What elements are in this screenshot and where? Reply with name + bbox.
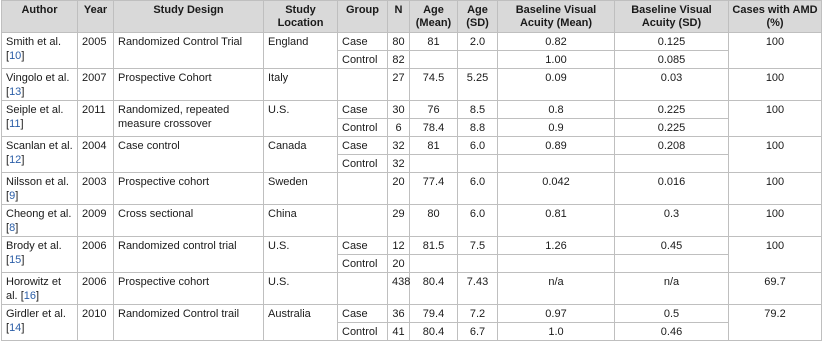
group-cell [338,205,388,237]
author-name: Girdler et al. [6,308,66,320]
age-sd-cell: 2.0 [458,33,498,51]
author-name: Cheong et al. [6,208,72,220]
n-cell: 12 [388,237,410,255]
n-cell: 20 [388,255,410,273]
reference-link[interactable]: 12 [9,154,22,166]
header-bva-mean: Baseline Visual Acuity (Mean) [498,1,615,33]
study-location-cell: China [264,205,338,237]
bva-sd-cell: n/a [615,273,729,305]
header-year: Year [78,1,114,33]
age-sd-cell: 7.2 [458,305,498,323]
year-cell: 2009 [78,205,114,237]
bva-sd-cell: 0.03 [615,69,729,101]
study-location-cell: U.S. [264,237,338,273]
age-sd-cell: 8.5 [458,101,498,119]
study-location-cell: Australia [264,305,338,341]
reference-link[interactable]: 8 [9,222,16,234]
bva-mean-cell: 0.82 [498,33,615,51]
bva-sd-cell: 0.225 [615,119,729,137]
year-cell: 2004 [78,137,114,173]
age-mean-cell: 80.4 [410,273,458,305]
citation: [12] [6,154,25,166]
bva-mean-cell: 1.00 [498,51,615,69]
n-cell: 82 [388,51,410,69]
table-row [2,305,822,323]
study-design-cell: Randomized Control Trial [114,33,264,69]
group-cell: Control [338,255,388,273]
study-location-cell: U.S. [264,101,338,137]
cases-with-amd-cell: 69.7 [729,273,822,305]
study-characteristics-table [1,0,822,341]
table-body [2,33,822,341]
bva-sd-cell [615,255,729,273]
bva-mean-cell: 1.26 [498,237,615,255]
header-row [2,1,822,33]
bva-sd-cell: 0.3 [615,205,729,237]
age-sd-cell: 7.5 [458,237,498,255]
year-cell: 2006 [78,273,114,305]
group-cell: Case [338,33,388,51]
study-design-cell: Prospective Cohort [114,69,264,101]
author-cell [2,69,78,101]
author-cell [2,137,78,173]
reference-link[interactable]: 14 [9,322,22,334]
n-cell: 30 [388,101,410,119]
header-study-location: Study Location [264,1,338,33]
study-design-cell: Case control [114,137,264,173]
year-cell: 2011 [78,101,114,137]
group-cell: Control [338,155,388,173]
cases-with-amd-cell: 100 [729,137,822,173]
author-cell [2,237,78,273]
author-cell [2,33,78,69]
group-cell [338,173,388,205]
bva-mean-cell: n/a [498,273,615,305]
bva-mean-cell: 0.97 [498,305,615,323]
group-cell: Control [338,119,388,137]
table-row [2,205,822,237]
table-row [2,33,822,51]
study-location-cell: U.S. [264,273,338,305]
n-cell: 29 [388,205,410,237]
citation: [13] [6,86,25,98]
table-row [2,273,822,305]
study-design-cell: Cross sectional [114,205,264,237]
n-cell: 27 [388,69,410,101]
n-cell: 41 [388,323,410,341]
cases-with-amd-cell: 100 [729,173,822,205]
bva-sd-cell: 0.225 [615,101,729,119]
citation: [11] [6,118,24,130]
citation: [10] [6,50,25,62]
age-sd-cell: 8.8 [458,119,498,137]
bva-mean-cell [498,255,615,273]
bva-sd-cell: 0.208 [615,137,729,155]
bva-mean-cell [498,155,615,173]
cases-with-amd-cell: 100 [729,205,822,237]
study-design-cell: Prospective cohort [114,173,264,205]
reference-link[interactable]: 10 [9,50,22,62]
group-cell: Case [338,137,388,155]
citation: [8] [6,222,19,234]
age-sd-cell: 6.7 [458,323,498,341]
author-cell [2,101,78,137]
bva-sd-cell: 0.016 [615,173,729,205]
author-name: Vingolo et al. [6,72,70,84]
age-sd-cell [458,155,498,173]
bva-mean-cell: 0.8 [498,101,615,119]
author-cell [2,273,78,305]
header-author: Author [2,1,78,33]
age-mean-cell: 80 [410,205,458,237]
author-cell [2,305,78,341]
study-design-cell: Prospective cohort [114,273,264,305]
group-cell [338,273,388,305]
age-sd-cell: 6.0 [458,205,498,237]
cases-with-amd-cell: 100 [729,69,822,101]
citation: [15] [6,254,25,266]
table-row [2,137,822,155]
year-cell: 2005 [78,33,114,69]
citation: [14] [6,322,25,334]
age-mean-cell: 80.4 [410,323,458,341]
study-location-cell: England [264,33,338,69]
study-design-cell: Randomized Control trail [114,305,264,341]
cases-with-amd-cell: 100 [729,237,822,273]
bva-sd-cell [615,155,729,173]
table-row [2,237,822,255]
header-n: N [388,1,410,33]
author-name: Horowitz et al. [6,276,62,302]
age-mean-cell: 77.4 [410,173,458,205]
age-sd-cell [458,255,498,273]
bva-sd-cell: 0.085 [615,51,729,69]
age-mean-cell [410,51,458,69]
bva-mean-cell: 1.0 [498,323,615,341]
age-sd-cell: 5.25 [458,69,498,101]
group-cell [338,69,388,101]
header-cases-with-amd: Cases with AMD (%) [729,1,822,33]
header-bva-sd: Baseline Visual Acuity (SD) [615,1,729,33]
header-group: Group [338,1,388,33]
age-sd-cell: 6.0 [458,137,498,155]
reference-link[interactable]: 15 [9,254,22,266]
cases-with-amd-cell: 100 [729,101,822,137]
cases-with-amd-cell: 79.2 [729,305,822,341]
table-row [2,101,822,119]
reference-link[interactable]: 16 [23,290,36,302]
age-mean-cell: 78.4 [410,119,458,137]
age-mean-cell: 76 [410,101,458,119]
author-name: Scanlan et al. [6,140,73,152]
bva-mean-cell: 0.09 [498,69,615,101]
author-name: Nilsson et al. [6,176,69,188]
author-name: Seiple et al. [6,104,64,116]
bva-sd-cell: 0.125 [615,33,729,51]
bva-sd-cell: 0.46 [615,323,729,341]
reference-link[interactable]: 11 [9,118,21,130]
bva-mean-cell: 0.042 [498,173,615,205]
n-cell: 36 [388,305,410,323]
group-cell: Control [338,51,388,69]
year-cell: 2003 [78,173,114,205]
group-cell: Case [338,305,388,323]
author-cell [2,205,78,237]
study-location-cell: Canada [264,137,338,173]
age-mean-cell: 81 [410,137,458,155]
age-mean-cell [410,255,458,273]
author-name: Smith et al. [6,36,62,48]
header-age-sd: Age (SD) [458,1,498,33]
group-cell: Case [338,237,388,255]
age-sd-cell: 6.0 [458,173,498,205]
study-location-cell: Italy [264,69,338,101]
author-cell [2,173,78,205]
study-location-cell: Sweden [264,173,338,205]
table-row [2,69,822,101]
bva-sd-cell: 0.5 [615,305,729,323]
year-cell: 2006 [78,237,114,273]
age-mean-cell: 79.4 [410,305,458,323]
age-sd-cell: 7.43 [458,273,498,305]
reference-link[interactable]: 13 [9,86,22,98]
age-sd-cell [458,51,498,69]
n-cell: 6 [388,119,410,137]
year-cell: 2007 [78,69,114,101]
n-cell: 20 [388,173,410,205]
age-mean-cell: 81 [410,33,458,51]
study-design-cell: Randomized, repeated measure crossover [114,101,264,137]
age-mean-cell [410,155,458,173]
study-design-cell: Randomized control trial [114,237,264,273]
n-cell: 80 [388,33,410,51]
cases-with-amd-cell: 100 [729,33,822,69]
bva-sd-cell: 0.45 [615,237,729,255]
group-cell: Case [338,101,388,119]
header-age-mean: Age (Mean) [410,1,458,33]
table-row [2,173,822,205]
group-cell: Control [338,323,388,341]
citation: [9] [6,190,19,202]
citation: [16] [20,290,40,302]
n-cell: 32 [388,155,410,173]
year-cell: 2010 [78,305,114,341]
bva-mean-cell: 0.81 [498,205,615,237]
author-name: Brody et al. [6,240,62,252]
age-mean-cell: 81.5 [410,237,458,255]
age-mean-cell: 74.5 [410,69,458,101]
header-study-design: Study Design [114,1,264,33]
reference-link[interactable]: 9 [9,190,16,202]
n-cell: 32 [388,137,410,155]
bva-mean-cell: 0.9 [498,119,615,137]
n-cell: 438 [388,273,410,305]
bva-mean-cell: 0.89 [498,137,615,155]
